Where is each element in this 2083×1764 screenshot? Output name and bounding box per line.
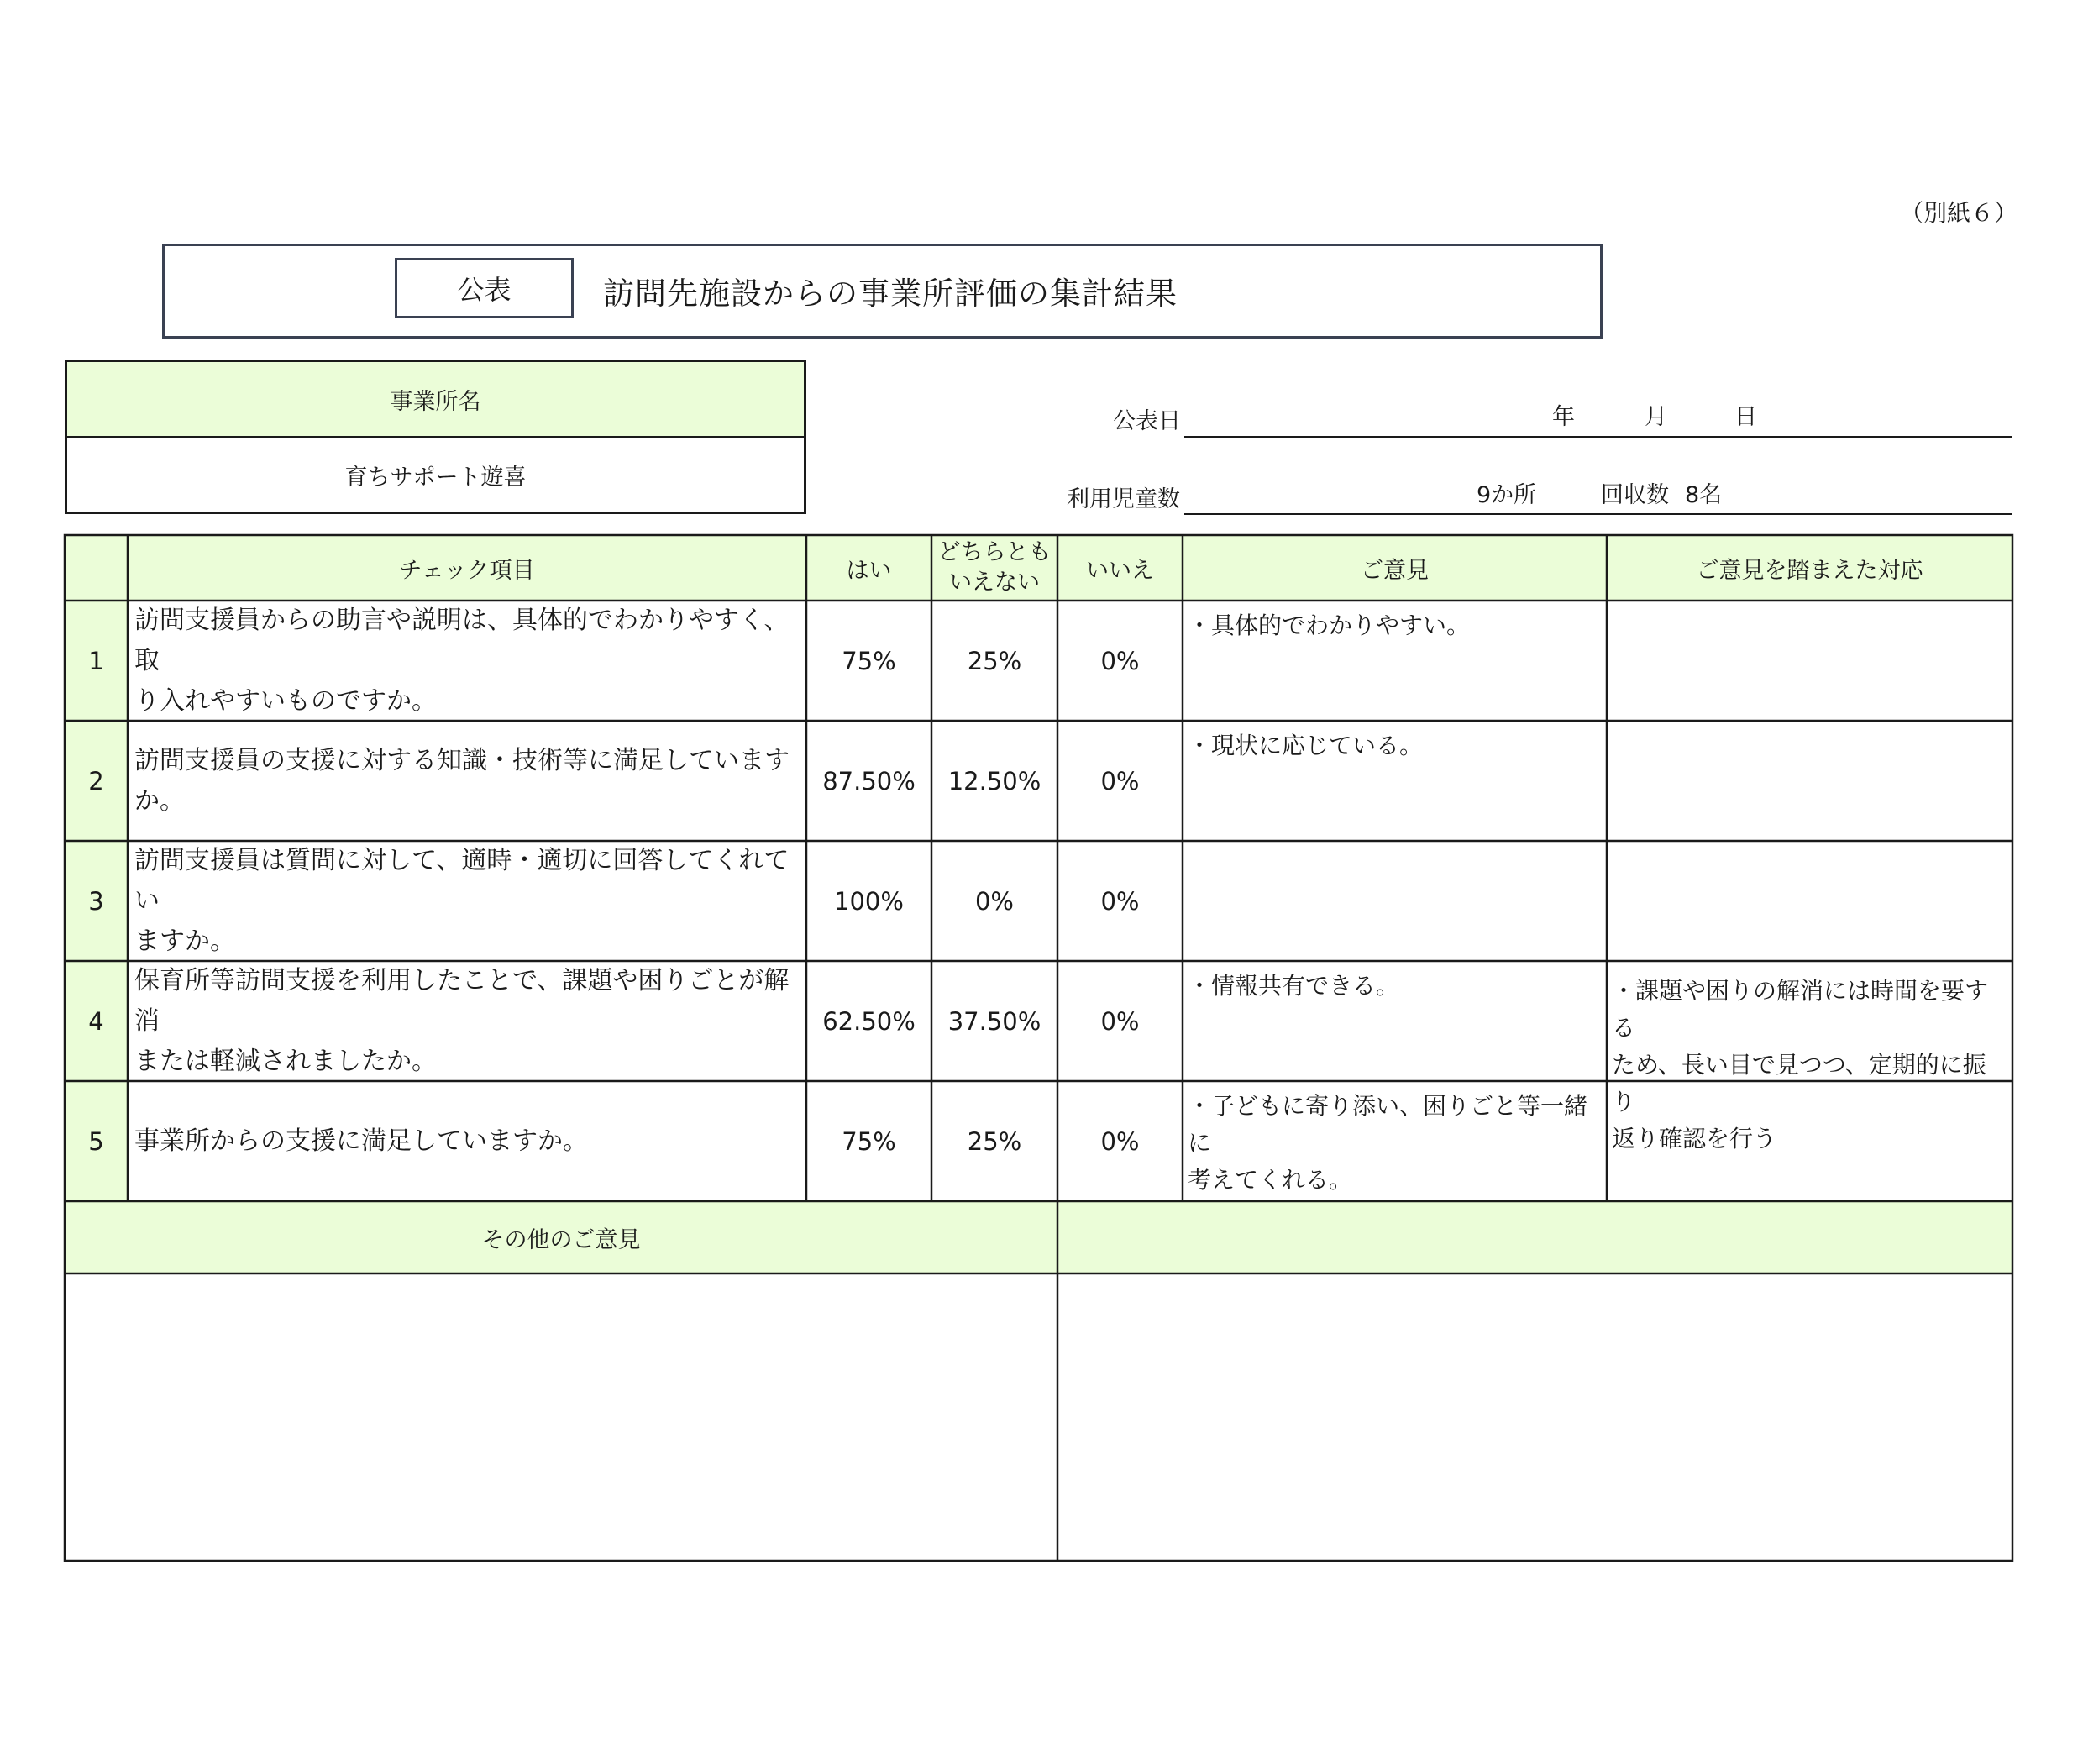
opinion-cell bbox=[1183, 841, 1607, 961]
office-name-value: 育ちサポート遊喜 bbox=[344, 464, 527, 491]
yes-percent: 75% bbox=[842, 1126, 896, 1156]
header-opinion: ご意見 bbox=[1361, 557, 1429, 584]
facility-count: 9か所 bbox=[1477, 482, 1537, 508]
question-line: か。 bbox=[134, 785, 185, 816]
no-percent: 0% bbox=[1100, 1006, 1140, 1036]
row-number: 5 bbox=[88, 1126, 104, 1156]
response-cell bbox=[1607, 601, 2012, 721]
other-opinions-header: その他のご意見 bbox=[481, 1226, 641, 1253]
opinion-cell bbox=[1183, 601, 1607, 721]
opinion-cell bbox=[1183, 721, 1607, 841]
collected-label: 回収数 bbox=[1601, 482, 1669, 508]
office-name-header: 事業所名 bbox=[67, 362, 804, 438]
header-no: いいえ bbox=[1086, 557, 1154, 584]
question-text bbox=[128, 841, 806, 961]
publish-year-unit: 年 bbox=[1552, 404, 1575, 430]
question-text bbox=[128, 721, 806, 841]
collected-count: 8名 bbox=[1685, 482, 1723, 508]
no-percent: 0% bbox=[1100, 886, 1140, 916]
question-line: 訪問支援員の支援に対する知識・技術等に満足しています bbox=[134, 745, 790, 775]
yes-percent: 87.50% bbox=[822, 766, 916, 795]
question-line: 訪問支援員は質問に対して、適時・適切に回答してくれてい bbox=[134, 845, 790, 916]
neither-percent: 37.50% bbox=[947, 1006, 1042, 1036]
opinion-cell bbox=[1183, 1081, 1607, 1201]
opinion-line: 考えてくれる。 bbox=[1188, 1166, 1353, 1194]
response-line: 返り確認を行う bbox=[1612, 1125, 1777, 1152]
opinion-line: ・現状に応じている。 bbox=[1188, 732, 1424, 759]
neither-percent: 25% bbox=[967, 1126, 1022, 1156]
opinion-cell bbox=[1183, 961, 1607, 1081]
response-line: ため、長い目で見つつ、定期的に振り bbox=[1612, 1051, 1986, 1116]
publish-month-unit: 月 bbox=[1645, 404, 1667, 430]
row-number: 2 bbox=[88, 766, 104, 795]
header-yes: はい bbox=[846, 557, 892, 584]
opinion-line: ・情報共有できる。 bbox=[1188, 972, 1400, 1000]
question-line: 保育所等訪問支援を利用したことで、課題や困りごとが解消 bbox=[134, 965, 790, 1036]
document-label: （別紙６） bbox=[1900, 199, 2018, 227]
question-text bbox=[128, 961, 806, 1081]
question-text bbox=[128, 601, 806, 721]
response-line: ・課題や困りの解消には時間を要する bbox=[1612, 977, 1989, 1042]
no-percent: 0% bbox=[1100, 1126, 1140, 1156]
question-line: 事業所からの支援に満足していますか。 bbox=[134, 1126, 588, 1156]
question-text bbox=[128, 1081, 806, 1201]
yes-percent: 62.50% bbox=[822, 1006, 916, 1036]
publication-tag: 公表 bbox=[395, 258, 574, 318]
header-neither-line1: どちらとも bbox=[937, 539, 1052, 565]
usage-count-label: 利用児童数 bbox=[1067, 486, 1180, 512]
question-line: ますか。 bbox=[134, 926, 235, 956]
response-cell bbox=[1607, 841, 2012, 961]
question-line: または軽減されましたか。 bbox=[134, 1046, 437, 1076]
question-line: 訪問支援員からの助言や説明は、具体的でわかりやすく、取 bbox=[134, 605, 790, 675]
other-opinions-response-area bbox=[1057, 1273, 2012, 1561]
response-cell bbox=[1607, 721, 2012, 841]
header-response: ご意見を踏まえた対応 bbox=[1696, 557, 1923, 584]
page-title: 訪問先施設からの事業所評価の集計結果 bbox=[603, 276, 1178, 312]
opinion-line: ・子どもに寄り添い、困りごと等一緒に bbox=[1188, 1092, 1588, 1157]
header-neither bbox=[931, 535, 1057, 601]
yes-percent: 75% bbox=[842, 646, 896, 675]
yes-percent: 100% bbox=[834, 886, 904, 916]
neither-percent: 0% bbox=[974, 886, 1014, 916]
row-number: 1 bbox=[88, 646, 104, 675]
response-cell bbox=[1607, 961, 2012, 1152]
no-percent: 0% bbox=[1100, 646, 1140, 675]
publish-day-unit: 日 bbox=[1734, 404, 1757, 430]
row-number: 3 bbox=[88, 886, 104, 916]
other-opinions-area bbox=[65, 1273, 1057, 1561]
publish-date-label: 公表日 bbox=[1113, 408, 1181, 434]
opinion-line: ・具体的でわかりやすい。 bbox=[1188, 612, 1471, 639]
neither-percent: 12.50% bbox=[947, 766, 1042, 795]
header-check-item: チェック項目 bbox=[399, 557, 535, 584]
header-neither-line2: いえない bbox=[949, 570, 1040, 596]
neither-percent: 25% bbox=[967, 646, 1022, 675]
row-number: 4 bbox=[88, 1006, 104, 1036]
response-cell bbox=[1607, 1081, 2012, 1201]
question-line: り入れやすいものですか。 bbox=[134, 685, 437, 716]
no-percent: 0% bbox=[1100, 766, 1140, 795]
